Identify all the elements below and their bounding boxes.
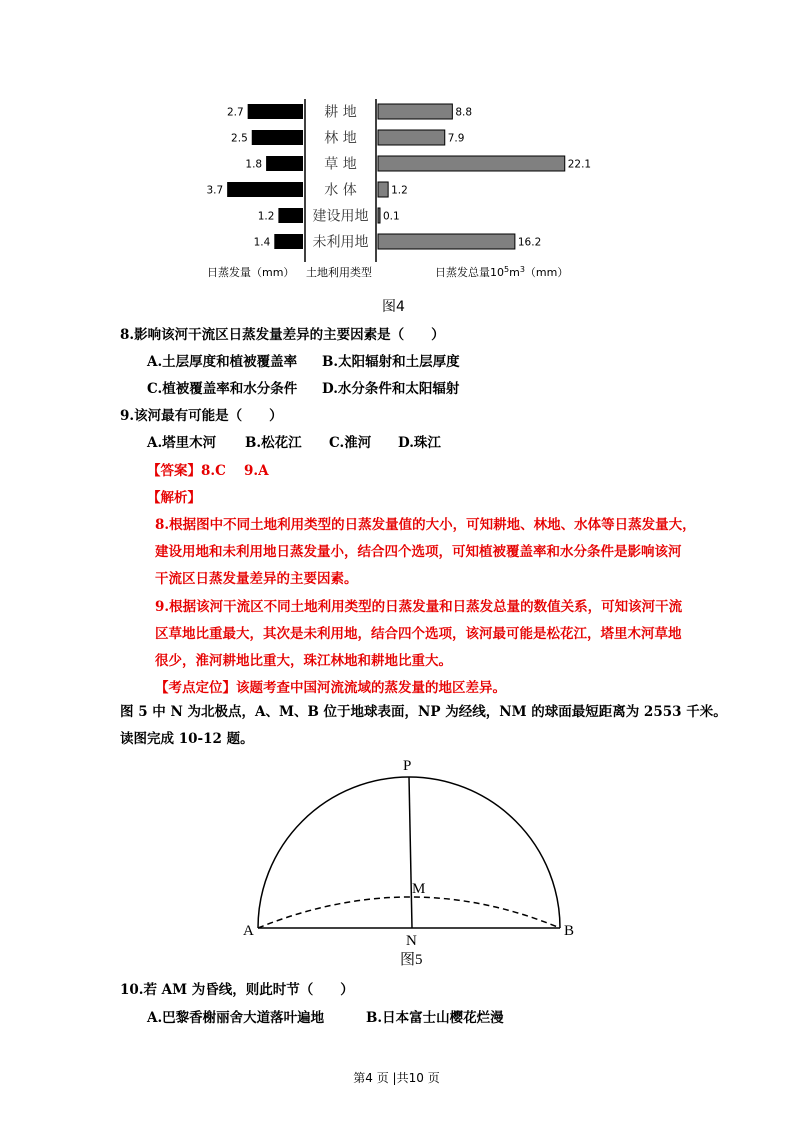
q9-option-c: C.淮河 <box>329 435 372 451</box>
category-label-3: 水 体 <box>324 182 357 199</box>
figure5-diagram <box>230 748 590 973</box>
bar-left-label-0: 2.7 <box>226 106 244 119</box>
bar-right-label-1: 7.9 <box>447 132 465 145</box>
fig5-label-a: A <box>243 923 254 939</box>
chart-bars <box>227 104 565 249</box>
evaporation-chart <box>195 92 595 282</box>
q9-option-d: D.珠江 <box>398 435 441 451</box>
bar-right-3 <box>378 182 388 197</box>
analysis-9-line1: 9.根据该河干流区不同土地利用类型的日蒸发量和日蒸发总量的数值关系，可知该河干流 <box>155 599 683 615</box>
fig5-label-n: N <box>406 933 417 949</box>
bar-left-5 <box>274 234 303 249</box>
q10-stem: 10.若 AM 为昏线，则此时节（ ） <box>120 982 354 998</box>
figure4-caption: 图4 <box>382 299 405 315</box>
bar-right-label-0: 8.8 <box>455 106 473 119</box>
bar-left-1 <box>252 130 303 145</box>
category-label-2: 草 地 <box>324 156 357 173</box>
q8-option-c: C.植被覆盖率和水分条件 <box>147 381 298 397</box>
chart-labels <box>206 104 591 251</box>
fig5-label-m: M <box>412 881 426 897</box>
bar-right-4 <box>378 208 380 223</box>
fig5-caption: 图5 <box>400 952 423 968</box>
analysis-9-line3: 很少，淮河耕地比重大，珠江林地和耕地比重大。 <box>155 653 452 669</box>
fig5-dashed-arc <box>258 897 560 928</box>
analysis-point: 【考点定位】该题考查中国河流流域的蒸发量的地区差异。 <box>155 680 506 696</box>
bar-left-label-4: 1.2 <box>257 210 275 223</box>
analysis-9-line2: 区草地比重最大，其次是未利用地，结合四个选项，该河最可能是松花江，塔里木河草地 <box>155 626 682 642</box>
bar-right-2 <box>378 156 565 171</box>
q8-stem: 8.影响该河干流区日蒸发量差异的主要因素是（ ） <box>120 327 445 343</box>
page-footer: 第4 页 |共10 页 <box>353 1071 440 1085</box>
bar-left-3 <box>227 182 303 197</box>
q9-option-b: B.松花江 <box>245 435 302 451</box>
fig5-label-p: P <box>403 758 412 774</box>
bar-right-label-5: 16.2 <box>517 236 542 249</box>
category-label-4: 建设用地 <box>312 208 369 225</box>
chart-xlabel-center: 土地利用类型 <box>306 266 372 279</box>
bar-right-label-3: 1.2 <box>391 184 408 197</box>
q8-option-d: D.水分条件和太阳辐射 <box>322 381 460 397</box>
bar-right-label-2: 22.1 <box>567 158 592 171</box>
q9-stem: 9.该河最有可能是（ ） <box>120 408 283 424</box>
analysis-8-line1: 8.根据图中不同土地利用类型的日蒸发量值的大小，可知耕地、林地、水体等日蒸发量大， <box>155 517 696 533</box>
bar-left-label-3: 3.7 <box>206 184 224 197</box>
answer-label: 【答案】8.C 9.A <box>147 463 269 479</box>
bar-left-2 <box>266 156 303 171</box>
fig5-label-b: B <box>564 923 575 939</box>
q10-option-a: A.巴黎香榭丽舍大道落叶遍地 <box>147 1010 325 1026</box>
intro-line1: 图 5 中 N 为北极点，A、M、B 位于地球表面，NP 为经线，NM 的球面最短距离为 2553 千米。 <box>120 704 727 720</box>
q8-option-b: B.太阳辐射和土层厚度 <box>322 354 460 370</box>
chart-xlabel-left: 日蒸发量（mm） <box>207 266 295 279</box>
analysis-8-line3: 干流区日蒸发量差异的主要因素。 <box>155 571 358 587</box>
bar-right-label-4: 0.1 <box>383 210 400 223</box>
bar-right-1 <box>378 130 445 145</box>
bar-left-0 <box>248 104 303 119</box>
bar-left-label-5: 1.4 <box>253 236 271 249</box>
category-label-1: 林 地 <box>324 130 357 147</box>
intro-line2: 读图完成 10-12 题。 <box>120 731 254 747</box>
category-label-0: 耕 地 <box>324 104 357 121</box>
analysis-8-line2: 建设用地和未利用地日蒸发量小，结合四个选项，可知植被覆盖率和水分条件是影响该河 <box>155 544 682 560</box>
category-label-5: 未利用地 <box>312 234 369 251</box>
bar-left-label-2: 1.8 <box>245 158 263 171</box>
bar-right-0 <box>378 104 452 119</box>
bar-left-4 <box>278 208 303 223</box>
chart-xlabel-right: 日蒸发总量$10^5m^3(mm)$ <box>435 265 569 279</box>
q8-option-a: A.土层厚度和植被覆盖率 <box>147 354 298 370</box>
bar-left-label-1: 2.5 <box>231 132 248 145</box>
analysis-label: 【解析】 <box>147 490 201 506</box>
q10-option-b: B.日本富士山樱花烂漫 <box>366 1010 504 1026</box>
fig5-meridian-np <box>409 777 412 928</box>
bar-right-5 <box>378 234 515 249</box>
q9-option-a: A.塔里木河 <box>147 435 217 451</box>
